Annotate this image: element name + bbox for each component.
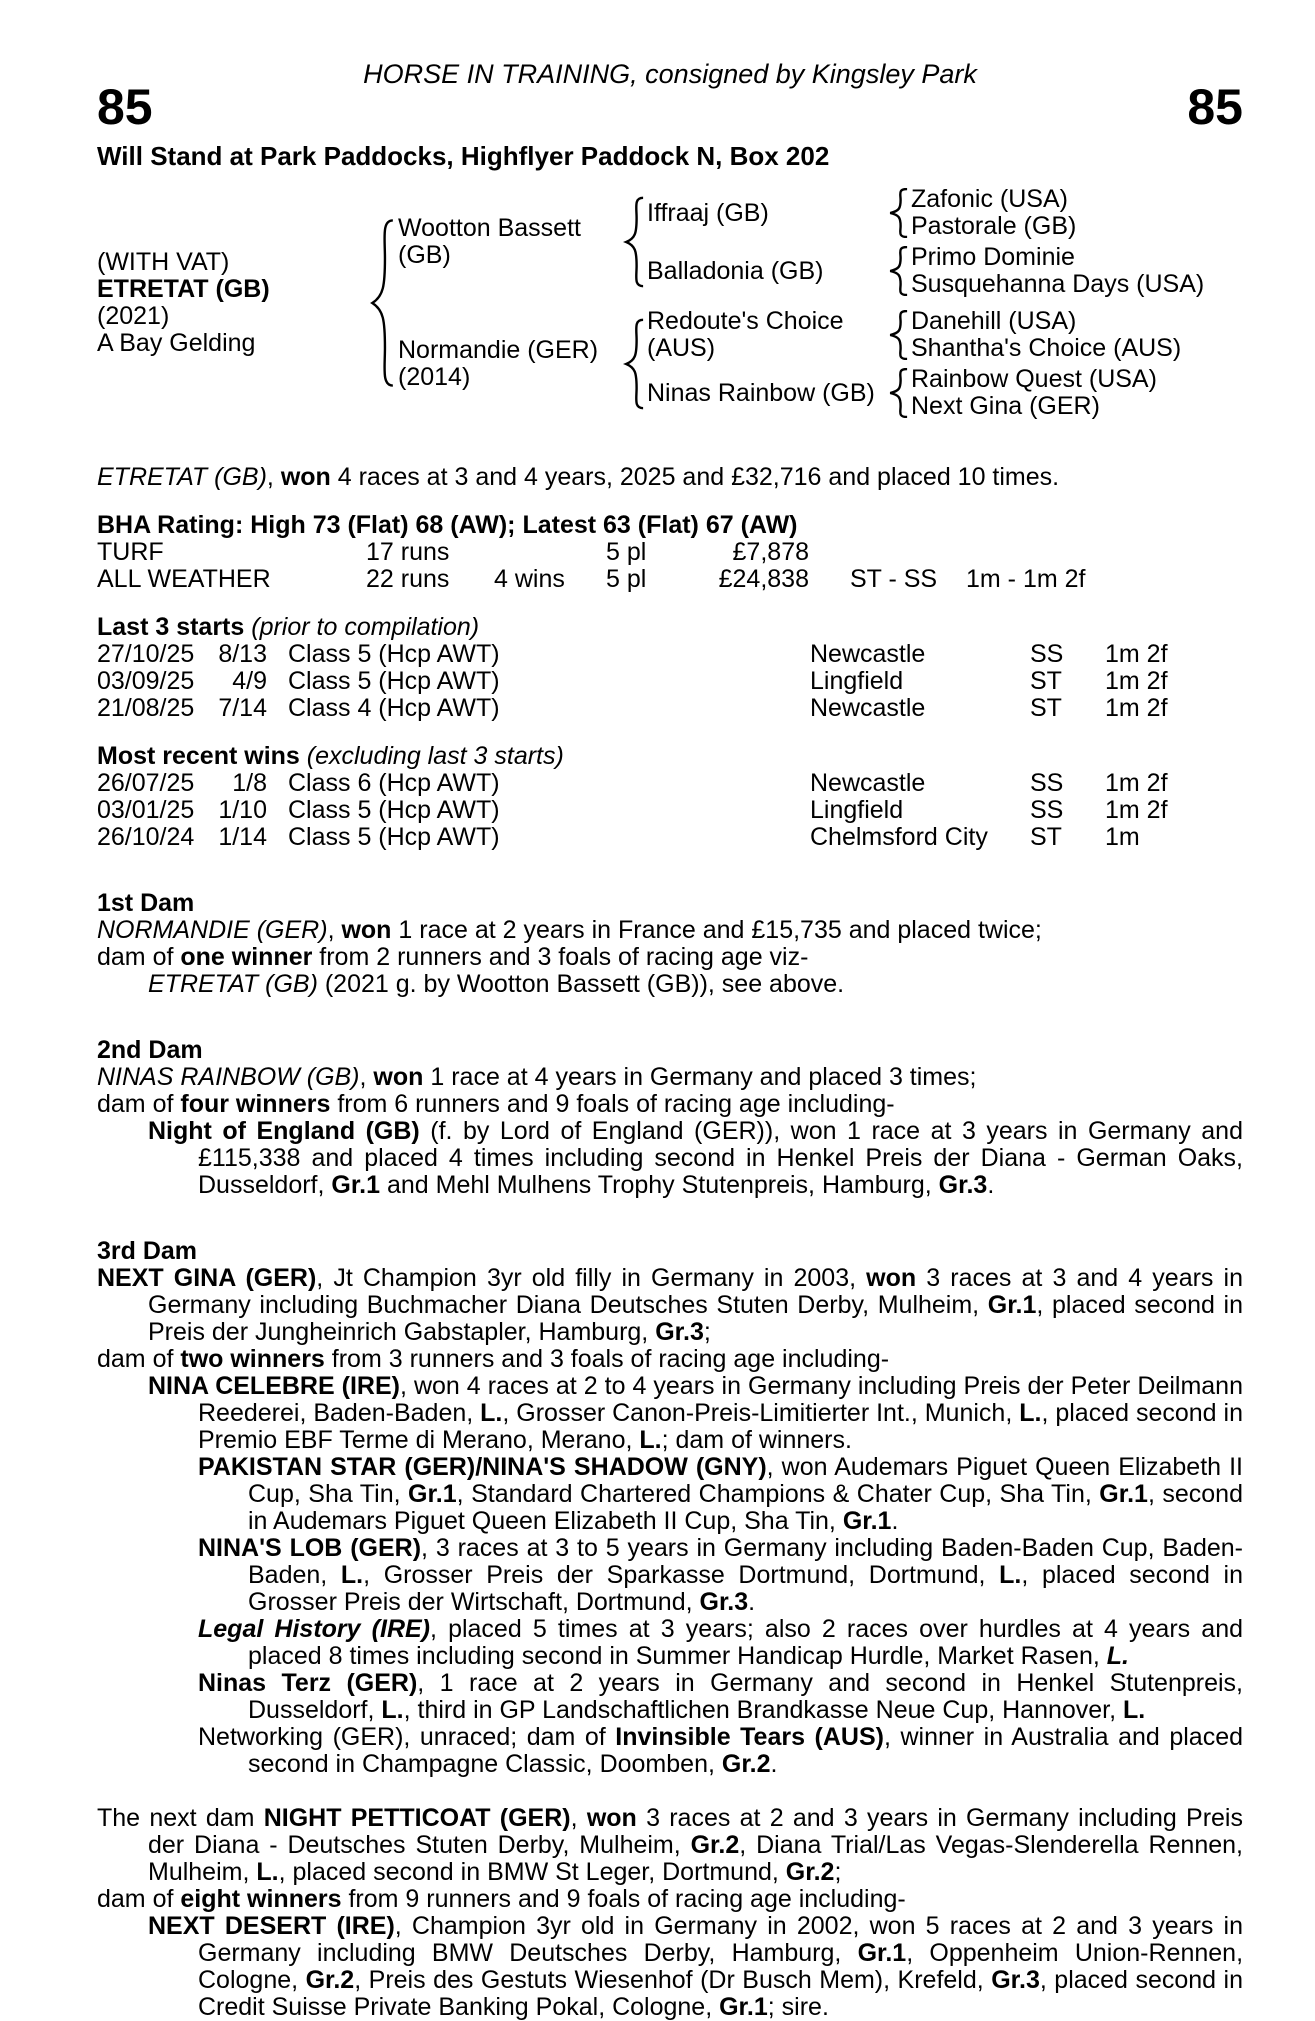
brace-icon [366, 217, 398, 389]
race-course: Newcastle [810, 769, 926, 797]
text-segment: Ninas Terz (GER) [198, 1669, 418, 1697]
text-segment: Gr.2 [785, 1858, 835, 1886]
last-starts-subtitle: (prior to compilation) [244, 613, 480, 641]
text-segment: Gr.3 [699, 1588, 749, 1616]
text-segment: , placed second in Credit Suisse Private Banking Pokal, Cologne, [198, 1966, 1243, 2021]
grandsire-branch [647, 308, 1243, 362]
catalog-paragraph [97, 1886, 1243, 1913]
text-segment: Gr.2 [690, 1831, 740, 1859]
text-segment: , placed second in BMW St Leger, Dortmund, [278, 1858, 786, 1886]
text-segment: Gr.3 [655, 1318, 704, 1346]
lot-number-left: 85 [97, 79, 153, 135]
great-grandparents [911, 244, 1243, 298]
stat-wins [494, 539, 606, 566]
text-segment: eight winners [180, 1885, 342, 1913]
catalog-paragraph [97, 971, 1243, 998]
text-segment: L. [480, 1399, 503, 1427]
race-row [97, 641, 1243, 668]
text-segment: , 3 races at 3 to 5 years in Germany including Baden-Baden Cup, Baden-Baden, [248, 1534, 1243, 1589]
recent-wins-heading [97, 743, 1243, 770]
catalog-paragraph [97, 1064, 1243, 1091]
great-grandparent-name: Zafonic (USA) [911, 185, 1068, 213]
text-segment: Gr.1 [1099, 1480, 1148, 1508]
dam-section-body [97, 917, 1243, 998]
brace-icon [621, 318, 647, 410]
text-segment: won [373, 1063, 424, 1091]
text-segment: dam of [97, 1885, 181, 1913]
pedigree-horse-info [97, 249, 366, 357]
text-segment: , [359, 1063, 374, 1091]
text-segment: NEXT GINA (GER) [97, 1264, 317, 1292]
race-position: 8/13 [218, 640, 267, 668]
text-segment: , [570, 1804, 587, 1832]
catalog-paragraph [97, 1616, 1243, 1670]
great-grandparent-name: Danehill (USA) [911, 307, 1077, 335]
text-segment: , Jt Champion 3yr old filly in Germany in 2003, [316, 1264, 867, 1292]
great-grandparent-name: Next Gina (GER) [911, 392, 1100, 420]
text-segment: L. [1123, 1696, 1146, 1724]
catalog-paragraph [97, 1454, 1243, 1535]
race-course: Lingfield [810, 796, 904, 824]
text-segment: , Standard Chartered Champions & Chater Cup, Sha Tin, [456, 1480, 1100, 1508]
race-record-summary [97, 464, 1243, 491]
grandparent-name: Redoute's Choice (AUS) [647, 307, 844, 362]
race-date: 26/10/24 [97, 823, 195, 851]
text-segment: , Champion 3yr old in Germany in 2002, won 5 races at 2 and 3 years in Germany including BMW Deutsches Derby, Hamburg, [198, 1912, 1244, 1967]
race-class: Class 4 (Hcp AWT) [288, 694, 500, 722]
recent-wins-block [97, 743, 1243, 851]
text-segment: Night of England (GB) [148, 1117, 420, 1145]
great-grandparent-name: Susquehanna Days (USA) [911, 270, 1205, 298]
catalog-paragraph [97, 917, 1243, 944]
text-segment: , [327, 916, 342, 944]
text-segment: L. [340, 1561, 364, 1589]
race-distance: 1m 2f [1105, 640, 1168, 668]
stat-earnings: £7,878 [732, 538, 809, 566]
recent-wins-subtitle: (excluding last 3 starts) [299, 742, 564, 770]
grandparent-name: Balladonia (GB) [647, 256, 824, 285]
text-segment: 1 race at 4 years in Germany and placed 3 times; [423, 1063, 977, 1091]
text-segment: . [748, 1588, 756, 1616]
text-segment: 3 races at 3 and 4 years in Germany including Buchmacher Diana Deutsches Stuten Derby, Mulheim, [148, 1264, 1243, 1319]
race-distance: 1m [1105, 823, 1140, 851]
text-segment: L. [256, 1858, 279, 1886]
brace-icon [885, 188, 911, 238]
race-position: 4/9 [232, 667, 267, 695]
horse-name: ETRETAT (GB) [97, 275, 270, 303]
stats-row-turf [97, 539, 1243, 566]
text-segment: won [280, 463, 331, 491]
catalog-paragraph [97, 1535, 1243, 1616]
race-distance: 1m 2f [1105, 667, 1168, 695]
race-surface: SS [1030, 640, 1064, 668]
text-segment: Gr.3 [938, 1171, 988, 1199]
text-segment: , Grosser Preis der Sparkasse Dortmund, Dortmund, [363, 1561, 1000, 1589]
great-grandparent-name: Shantha's Choice (AUS) [911, 334, 1182, 362]
dam-year: (2014) [398, 363, 471, 391]
race-class: Class 5 (Hcp AWT) [288, 640, 500, 668]
race-date: 21/08/25 [97, 694, 195, 722]
great-grandparent-name: Rainbow Quest (USA) [911, 365, 1157, 393]
granddam-branch [647, 366, 1243, 420]
text-segment: Networking (GER), unraced; dam of [198, 1723, 616, 1751]
bha-rating-block [97, 512, 1243, 593]
race-row [97, 695, 1243, 722]
dam-grandparents [647, 308, 1243, 420]
text-segment: won [341, 916, 392, 944]
stat-runs: 17 runs [366, 538, 450, 566]
stat-distance: 1m - 1m 2f [966, 565, 1086, 593]
dam-section-title: 2nd Dam [97, 1036, 203, 1064]
tail-female-section [97, 1805, 1243, 2021]
text-segment: L. [381, 1696, 404, 1724]
horse-vat-note: (WITH VAT) [97, 248, 230, 276]
race-position: 1/8 [232, 769, 267, 797]
dam-section-title: 1st Dam [97, 889, 195, 917]
race-surface: SS [1030, 769, 1064, 797]
race-row [97, 824, 1243, 851]
great-grandparents [911, 308, 1243, 362]
dam-section-3 [97, 1238, 1243, 1778]
race-course: Newcastle [810, 694, 926, 722]
text-segment: (2021 g. by Wootton Bassett (GB)), see above. [317, 970, 845, 998]
stat-going: ST - SS [850, 565, 938, 593]
text-segment: . [987, 1171, 995, 1199]
text-segment: , third in GP Landschaftlichen Brandkasse Neue Cup, Hannover, [403, 1696, 1124, 1724]
stat-wins: 4 wins [494, 565, 565, 593]
race-class: Class 5 (Hcp AWT) [288, 667, 500, 695]
race-surface: ST [1030, 667, 1062, 695]
text-segment: ETRETAT (GB) [148, 970, 318, 998]
brace-icon [885, 368, 911, 418]
text-segment: Gr.2 [305, 1966, 355, 1994]
text-segment: L. [1106, 1642, 1129, 1670]
catalog-paragraph [97, 1913, 1243, 2021]
pedigree-block [97, 186, 1243, 420]
last-starts-block [97, 614, 1243, 722]
text-segment: two winners [180, 1345, 325, 1373]
text-segment: , placed second in Preis der Jungheinrich Gabstapler, Hamburg, [148, 1291, 1243, 1346]
text-segment: Gr.1 [842, 1507, 892, 1535]
race-position: 1/10 [218, 796, 267, 824]
sire-name: Wootton Bassett (GB) [398, 214, 581, 269]
brace-icon [885, 310, 911, 360]
race-surface: SS [1030, 796, 1064, 824]
text-segment: NINA CELEBRE (IRE) [148, 1372, 400, 1400]
race-surface: ST [1030, 694, 1062, 722]
dam-name-block [398, 337, 621, 391]
race-row [97, 668, 1243, 695]
pedigree-parents [398, 186, 1243, 420]
text-segment: , placed second in Grosser Preis der Wirtschaft, Dortmund, [248, 1561, 1243, 1616]
dam-section-body [97, 1064, 1243, 1199]
text-segment: (f. by Lord of England (GER)), won 1 race at 3 years in Germany and £115,338 and placed 4 times including second in Henkel Preis der Diana - German Oaks, Dusseldorf, [198, 1117, 1243, 1199]
race-distance: 1m 2f [1105, 769, 1168, 797]
text-segment: four winners [180, 1090, 331, 1118]
stat-going [809, 539, 966, 566]
text-segment: Gr.2 [721, 1750, 771, 1778]
text-segment: , placed second in Premio EBF Terme di Merano, Merano, [198, 1399, 1243, 1454]
text-segment: and Mehl Mulhens Trophy Stutenpreis, Hamburg, [380, 1171, 939, 1199]
grandparent-name: Iffraaj (GB) [647, 198, 769, 227]
stats-row-all-weather [97, 566, 1243, 593]
text-segment: from 3 runners and 3 foals of racing age including- [324, 1345, 890, 1373]
text-segment: . [770, 1750, 778, 1778]
sire-grandparents [647, 186, 1243, 298]
text-segment: from 9 runners and 9 foals of racing age including- [341, 1885, 906, 1913]
text-segment: from 6 runners and 9 foals of racing age including- [330, 1090, 895, 1118]
stat-runs: 22 runs [366, 565, 450, 593]
catalog-paragraph [97, 1805, 1243, 1886]
text-segment: , winner in Australia and placed second in Champagne Classic, Doomben, [248, 1723, 1243, 1778]
catalog-paragraph [97, 1091, 1243, 1118]
text-segment: , Oppenheim Union-Rennen, Cologne, [198, 1939, 1244, 1994]
page-title: HORSE IN TRAINING, consigned by Kingsley Park [363, 59, 977, 89]
text-segment: NINAS RAINBOW (GB) [97, 1063, 360, 1091]
catalog-paragraph [97, 1118, 1243, 1199]
great-grandparents [911, 186, 1243, 240]
stat-surface-label: ALL WEATHER [97, 565, 271, 593]
race-distance: 1m 2f [1105, 694, 1168, 722]
text-segment: Gr.1 [987, 1291, 1037, 1319]
text-segment: Gr.1 [408, 1480, 457, 1508]
race-date: 27/10/25 [97, 640, 195, 668]
catalog-paragraph [97, 1373, 1243, 1454]
horse-description: A Bay Gelding [97, 329, 256, 357]
race-distance: 1m 2f [1105, 796, 1168, 824]
text-segment: , 1 race at 2 years in Germany and second in Henkel Stutenpreis, Dusseldorf, [248, 1669, 1244, 1724]
text-segment: , second in Audemars Piguet Queen Elizabeth II Cup, Sha Tin, [248, 1480, 1243, 1535]
stat-surface-label: TURF [97, 538, 164, 566]
race-date: 03/01/25 [97, 796, 195, 824]
stat-placed: 5 pl [606, 538, 647, 566]
text-segment: L. [1019, 1399, 1042, 1427]
race-class: Class 6 (Hcp AWT) [288, 769, 500, 797]
text-segment: ; sire. [767, 1993, 829, 2021]
text-segment: Invinsible Tears (AUS) [615, 1723, 884, 1751]
recent-wins-title: Most recent wins [97, 742, 300, 770]
catalog-paragraph [97, 1670, 1243, 1724]
text-segment: Gr.1 [857, 1939, 907, 1967]
catalogue-page [97, 60, 1243, 2021]
dam-section-title: 3rd Dam [97, 1237, 198, 1265]
stat-earnings: £24,838 [718, 565, 809, 593]
dam-name: Normandie (GER) [398, 336, 599, 364]
text-segment: ; [834, 1858, 842, 1886]
race-course: Lingfield [810, 667, 904, 695]
great-grandparent-name: Pastorale (GB) [911, 212, 1077, 240]
race-course: Newcastle [810, 640, 926, 668]
horse-year: (2021) [97, 302, 170, 330]
race-position: 1/14 [218, 823, 267, 851]
text-segment: ; dam of winners. [661, 1426, 852, 1454]
text-segment: dam of [97, 1090, 181, 1118]
race-course: Chelmsford City [810, 823, 988, 851]
dam-section-1 [97, 890, 1243, 998]
bha-rating-heading: BHA Rating: High 73 (Flat) 68 (AW); Latest 63 (Flat) 67 (AW) [97, 511, 798, 539]
text-segment: 3 races at 2 and 3 years in Germany including Preis der Diana - Deutsches Stuten Derby, Mulheim, [148, 1804, 1243, 1859]
race-position: 7/14 [218, 694, 267, 722]
dam-section-body [97, 1265, 1243, 1778]
granddam-branch [647, 244, 1243, 298]
text-segment: Legal History (IRE) [198, 1615, 430, 1643]
text-segment: one winner [180, 943, 313, 971]
great-grandparent-name: Primo Dominie [911, 243, 1075, 271]
stand-location: Will Stand at Park Paddocks, Highflyer Paddock N, Box 202 [97, 141, 830, 171]
catalog-paragraph [97, 944, 1243, 971]
text-segment: NIGHT PETTICOAT (GER) [263, 1804, 571, 1832]
text-segment: 4 races at 3 and 4 years, 2025 and £32,716 and placed 10 times. [330, 463, 1060, 491]
text-segment: , Diana Trial/Las Vegas-Slenderella Rennen, Mulheim, [148, 1831, 1243, 1886]
grandparent-name: Ninas Rainbow (GB) [647, 378, 875, 407]
text-segment: ETRETAT (GB) [97, 463, 267, 491]
lot-number-row [97, 79, 1243, 135]
text-segment: . [891, 1507, 899, 1535]
text-segment: Gr.1 [719, 1993, 768, 2021]
catalog-paragraph [97, 1265, 1243, 1346]
text-segment: , Preis des Gestuts Wiesenhof (Dr Busch Mem), Krefeld, [354, 1966, 992, 1994]
text-segment: dam of [97, 943, 181, 971]
race-row [97, 770, 1243, 797]
race-class: Class 5 (Hcp AWT) [288, 823, 500, 851]
text-segment: ; [703, 1318, 711, 1346]
text-segment: The next dam [97, 1804, 264, 1832]
dam-section-body [97, 1805, 1243, 2021]
great-grandparents [911, 366, 1243, 420]
brace-icon [621, 196, 647, 288]
race-date: 26/07/25 [97, 769, 195, 797]
stat-placed: 5 pl [606, 565, 647, 593]
text-segment: dam of [97, 1345, 181, 1373]
last-starts-title: Last 3 starts [97, 613, 245, 641]
dam-branch [398, 308, 1243, 420]
text-segment: Gr.1 [331, 1171, 381, 1199]
last-starts-heading [97, 614, 1243, 641]
race-date: 03/09/25 [97, 667, 195, 695]
text-segment: won [866, 1264, 917, 1292]
text-segment: L. [999, 1561, 1022, 1589]
text-segment: Gr.3 [991, 1966, 1040, 1994]
text-segment: won [586, 1804, 637, 1832]
grandsire-branch [647, 186, 1243, 240]
catalog-paragraph [97, 1346, 1243, 1373]
text-segment: , placed 5 times at 3 years; also 2 races over hurdles at 4 years and placed 8 times including second in Summer Handicap Hurdle, Market Rasen, [248, 1615, 1243, 1670]
race-surface: ST [1030, 823, 1062, 851]
text-segment: L. [639, 1426, 662, 1454]
sire-branch [398, 186, 1243, 298]
text-segment: NEXT DESERT (IRE) [148, 1912, 395, 1940]
brace-icon [885, 246, 911, 296]
race-class: Class 5 (Hcp AWT) [288, 796, 500, 824]
dam-section-2 [97, 1037, 1243, 1199]
text-segment: , won 4 races at 2 to 4 years in Germany including Preis der Peter Deilmann Reederei, Baden-Baden, [198, 1372, 1243, 1427]
text-segment: , [266, 463, 281, 491]
text-segment: PAKISTAN STAR (GER)/NINA'S SHADOW (GNY) [198, 1453, 767, 1481]
catalog-paragraph [97, 1724, 1243, 1778]
text-segment: 1 race at 2 years in France and £15,735 and placed twice; [391, 916, 1042, 944]
race-row [97, 797, 1243, 824]
text-segment: NINA'S LOB (GER) [198, 1534, 422, 1562]
stat-distance [966, 539, 1243, 566]
text-segment: from 2 runners and 3 foals of racing age viz- [312, 943, 809, 971]
lot-number-right: 85 [1187, 79, 1243, 135]
text-segment: , Grosser Canon-Preis-Limitierter Int., Munich, [502, 1399, 1020, 1427]
text-segment: NORMANDIE (GER) [97, 916, 328, 944]
text-segment: , won Audemars Piguet Queen Elizabeth II Cup, Sha Tin, [248, 1453, 1243, 1508]
